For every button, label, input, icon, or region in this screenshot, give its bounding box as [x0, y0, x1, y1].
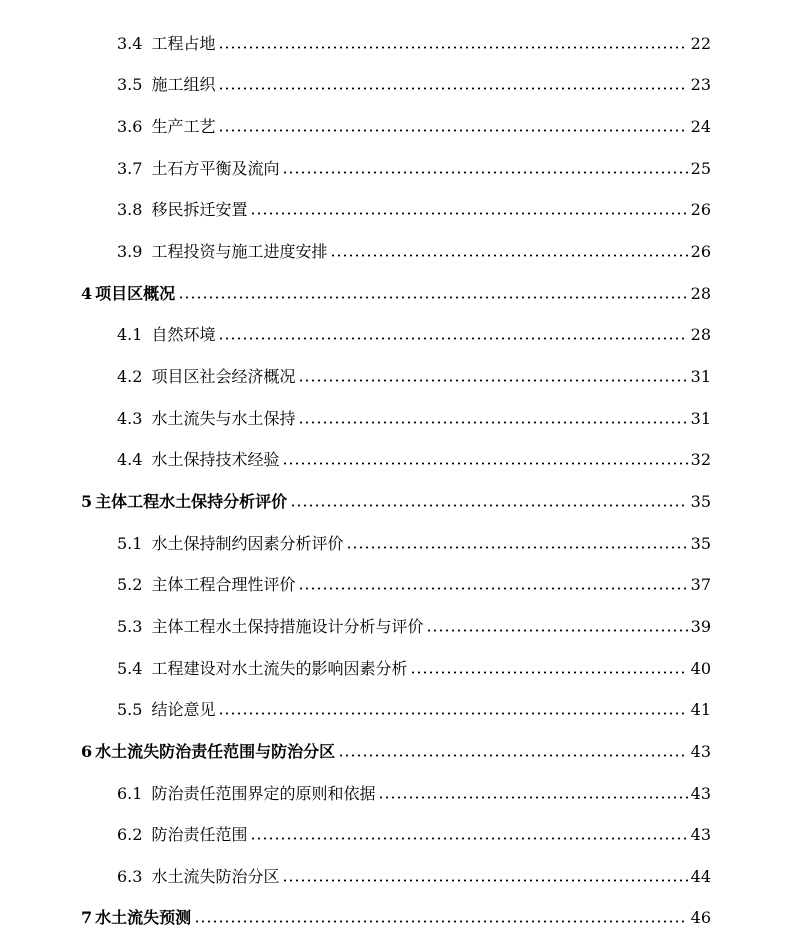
- toc-entry-5-3[interactable]: [117, 613, 711, 641]
- toc-entry-title: 移民拆迁安置: [151, 200, 248, 219]
- toc-chapter-5[interactable]: [81, 488, 711, 516]
- toc-entry-title: 防治责任范围: [151, 825, 248, 844]
- toc-entry-number: 3.8: [117, 200, 143, 219]
- toc-chapter-title: 项目区概况: [95, 284, 176, 303]
- toc-entry-6-3[interactable]: [117, 863, 711, 891]
- dot-leader: [218, 46, 687, 49]
- dot-leader: [410, 671, 687, 674]
- dot-leader: [194, 920, 687, 923]
- toc-entry-page: 28: [690, 325, 711, 344]
- toc-entry-title: 主体工程合理性评价: [151, 575, 296, 594]
- toc-entry-5-1[interactable]: [117, 530, 711, 558]
- dot-leader: [290, 504, 687, 507]
- toc-entry-3-7[interactable]: [117, 155, 711, 183]
- toc-entry-number: 3.5: [117, 75, 143, 94]
- toc-chapter-number: 7: [81, 908, 93, 927]
- toc-chapter-4[interactable]: [81, 280, 711, 308]
- toc-entry-page: 31: [690, 409, 711, 428]
- toc-entry-title: 土石方平衡及流向: [151, 159, 280, 178]
- dot-leader: [282, 171, 687, 174]
- toc-entry-number: 4.2: [117, 367, 143, 386]
- toc-entry-number: 5.5: [117, 700, 143, 719]
- toc-entry-page: 31: [690, 367, 711, 386]
- toc-entry-number: 6.3: [117, 867, 143, 886]
- dot-leader: [298, 587, 687, 590]
- toc-chapter-7[interactable]: [81, 904, 711, 932]
- toc-entry-3-8[interactable]: [117, 196, 711, 224]
- toc-chapter-6[interactable]: [81, 738, 711, 766]
- toc-entry-title: 生产工艺: [151, 117, 216, 136]
- toc-entry-title: 结论意见: [151, 700, 216, 719]
- dot-leader: [218, 87, 687, 90]
- dot-leader: [330, 254, 687, 257]
- dot-leader: [218, 337, 687, 340]
- toc-entry-title: 工程建设对水土流失的影响因素分析: [151, 659, 408, 678]
- toc-entry-title: 工程占地: [151, 34, 216, 53]
- dot-leader: [426, 629, 687, 632]
- toc-entry-title: 工程投资与施工进度安排: [151, 242, 328, 261]
- toc-entry-6-2[interactable]: [117, 821, 711, 849]
- toc-entry-number: 3.4: [117, 34, 143, 53]
- toc-entry-number: 5.3: [117, 617, 143, 636]
- toc-entry-3-9[interactable]: [117, 238, 711, 266]
- toc-entry-title: 水土保持技术经验: [151, 450, 280, 469]
- toc-entry-number: 4.4: [117, 450, 143, 469]
- toc-entry-number: 5.1: [117, 534, 143, 553]
- dot-leader: [338, 754, 687, 757]
- toc-entry-page: 22: [690, 34, 711, 53]
- toc-entry-5-4[interactable]: [117, 655, 711, 683]
- toc-entry-number: 4.1: [117, 325, 143, 344]
- toc-entry-3-5[interactable]: [117, 71, 711, 99]
- dot-leader: [298, 421, 687, 424]
- toc-entry-title: 水土流失与水土保持: [151, 409, 296, 428]
- toc-entry-number: 3.9: [117, 242, 143, 261]
- toc-chapter-number: 5: [81, 492, 93, 511]
- dot-leader: [378, 796, 687, 799]
- toc-entry-number: 4.3: [117, 409, 143, 428]
- dot-leader: [250, 837, 687, 840]
- toc-entry-title: 防治责任范围界定的原则和依据: [151, 784, 376, 803]
- toc-entry-number: 3.7: [117, 159, 143, 178]
- toc-entry-5-5[interactable]: [117, 696, 711, 724]
- toc-entry-page: 40: [690, 659, 711, 678]
- toc-entry-page: 43: [690, 825, 711, 844]
- toc-entry-page: 25: [690, 159, 711, 178]
- toc-entry-page: 37: [690, 575, 711, 594]
- toc-chapter-page: 28: [690, 284, 711, 303]
- dot-leader: [250, 212, 687, 215]
- toc-entry-page: 26: [690, 200, 711, 219]
- toc-entry-3-6[interactable]: [117, 113, 711, 141]
- toc-entry-4-4[interactable]: [117, 446, 711, 474]
- dot-leader: [218, 712, 687, 715]
- toc-entry-number: 6.2: [117, 825, 143, 844]
- toc-entry-title: 项目区社会经济概况: [151, 367, 296, 386]
- toc-entry-number: 5.4: [117, 659, 143, 678]
- toc-chapter-page: 43: [690, 742, 711, 761]
- toc-chapter-title: 水土流失预测: [95, 908, 192, 927]
- toc-entry-page: 32: [690, 450, 711, 469]
- dot-leader: [298, 379, 687, 382]
- dot-leader: [346, 546, 687, 549]
- toc-entry-4-2[interactable]: [117, 363, 711, 391]
- toc-entry-title: 自然环境: [151, 325, 216, 344]
- toc-chapter-number: 6: [81, 742, 93, 761]
- toc-entry-page: 41: [690, 700, 711, 719]
- toc-entry-6-1[interactable]: [117, 780, 711, 808]
- toc-chapter-number: 4: [81, 284, 93, 303]
- toc-entry-page: 26: [690, 242, 711, 261]
- toc-entry-4-1[interactable]: [117, 321, 711, 349]
- toc-entry-title: 水土保持制约因素分析评价: [151, 534, 344, 553]
- toc-chapter-title: 主体工程水土保持分析评价: [95, 492, 288, 511]
- toc-chapter-page: 35: [690, 492, 711, 511]
- toc-entry-number: 6.1: [117, 784, 143, 803]
- dot-leader: [218, 129, 687, 132]
- toc-entry-page: 35: [690, 534, 711, 553]
- toc-entry-3-4[interactable]: [117, 30, 711, 58]
- toc-entry-number: 5.2: [117, 575, 143, 594]
- toc-chapter-page: 46: [690, 908, 711, 927]
- toc-entry-4-3[interactable]: [117, 405, 711, 433]
- toc-entry-page: 44: [690, 867, 711, 886]
- toc-entry-page: 24: [690, 117, 711, 136]
- dot-leader: [282, 462, 687, 465]
- toc-entry-page: 23: [690, 75, 711, 94]
- toc-entry-number: 3.6: [117, 117, 143, 136]
- toc-entry-title: 主体工程水土保持措施设计分析与评价: [151, 617, 424, 636]
- toc-entry-page: 43: [690, 784, 711, 803]
- toc-entry-5-2[interactable]: [117, 571, 711, 599]
- toc-entry-title: 水土流失防治分区: [151, 867, 280, 886]
- toc-entry-page: 39: [690, 617, 711, 636]
- toc-chapter-title: 水土流失防治责任范围与防治分区: [95, 742, 336, 761]
- dot-leader: [282, 879, 687, 882]
- dot-leader: [178, 296, 687, 299]
- toc-entry-title: 施工组织: [151, 75, 216, 94]
